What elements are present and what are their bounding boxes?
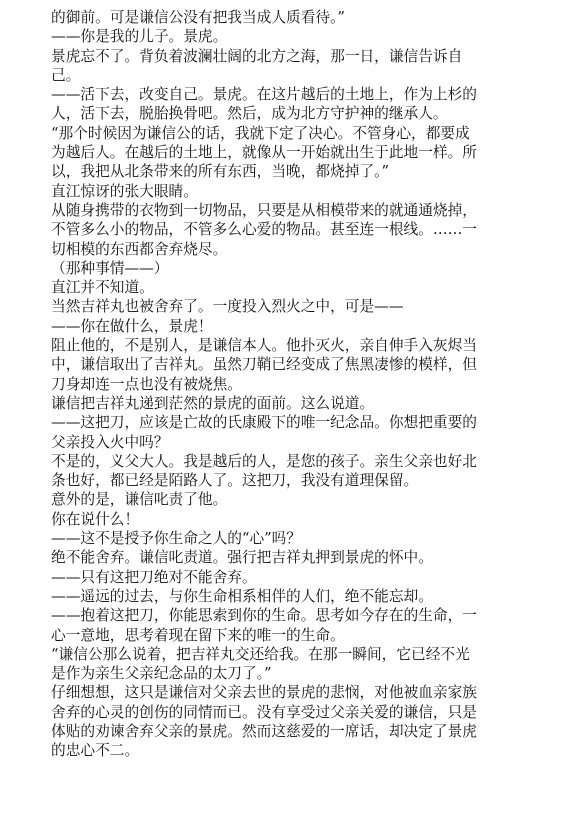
text-line: 意外的是，谦信叱责了他。 [51,491,228,509]
text-line: 直江并不知道。 [51,279,154,297]
text-line: 的御前。可是谦信公没有把我当成人质看待。” [51,9,345,26]
text-line: 人，活下去，脱胎换骨吧。然后，成为北方守护神的继承人。 [51,105,448,123]
text-line: 你在说什么！ [51,510,140,528]
text-line: 刀身却连一点也没有被烧焦。 [51,375,242,393]
text-line: “那个时候因为谦信公的话，我就下定了决心。不管身心，都要成 [51,124,470,142]
text-line: 中，谦信取出了吉祥丸。虽然刀鞘已经变成了焦黑凄惨的模样，但 [51,356,477,374]
text-line: ——只有这把刀绝对不能舍弃。 [51,568,257,586]
text-line: 不管多么小的物品，不管多么心爱的物品。甚至连一根线。……一 [51,221,477,239]
text-line: 不是的，义父大人。我是越后的人，是您的孩子。亲生父亲也好北 [51,452,477,470]
text-line: 景虎忘不了。背负着波澜壮阔的北方之海，那一日，谦信告诉自 [51,47,463,65]
text-line: 体贴的劝谏舍弃父亲的景虎。然而这慈爱的一席话，却决定了景虎 [51,722,477,740]
text-line: 切相模的东西都舍弃烧尽。 [51,240,228,258]
text-line: ——你是我的儿子。景虎。 [51,28,228,46]
text-line: 谦信把吉祥丸递到茫然的景虎的面前。这么说道。 [51,394,375,412]
text-line: “谦信公那么说着，把吉祥丸交还给我。在那一瞬间，它已经不光 [51,645,470,663]
text-line: 绝不能舍弃。谦信叱责道。强行把吉祥丸押到景虎的怀中。 [51,549,433,567]
text-line: 阻止他的，不是别人，是谦信本人。他扑灭火，亲自伸手入灰烬当 [51,337,477,355]
text-line: 己。 [51,66,81,84]
text-line: ——这把刀，应该是亡故的氏康殿下的唯一纪念品。你想把重要的 [51,414,477,432]
text-line: ——你在做什么，景虎！ [51,317,213,335]
text-line: 仔细想想，这只是谦信对父亲去世的景虎的悲悯，对他被血亲家族 [51,684,477,702]
text-line: ——活下去，改变自己。景虎。在这片越后的土地上，作为上杉的 [51,86,477,104]
text-line: ——抱着这把刀，你能思索到你的生命。思考如今存在的生命，一 [51,607,477,625]
text-line: 是作为亲生父亲纪念品的太刀了。” [51,665,272,683]
text-line: 当然吉祥丸也被舍弃了。一度投入烈火之中，可是—— [51,298,404,316]
text-line: 从随身携带的衣物到一切物品，只要是从相模带来的就通通烧掉， [51,201,477,219]
text-line: 心一意地，思考着现在留下来的唯一的生命。 [51,626,345,644]
text-line: ——这不是授予你生命之人的“心”吗？ [51,530,302,548]
text-line: 直江惊讶的张大眼睛。 [51,182,198,200]
text-line: 以，我把从北条带来的所有东西，当晚，都烧掉了。” [51,163,389,181]
text-line: （那种事情——） [51,259,169,277]
text-line: 为越后人。在越后的土地上，就像从一开始就出生于此地一样。所 [51,144,477,162]
text-line: ——遥远的过去，与你生命相系相伴的人们，绝不能忘却。 [51,587,433,605]
text-line: 父亲投入火中吗？ [51,433,169,451]
text-line: 的忠心不二。 [51,742,140,760]
text-line: 条也好，都已经是陌路人了。这把刀，我没有道理保留。 [51,472,419,490]
text-line: 舍弃的心灵的创伤的同情而已。没有享受过父亲关爱的谦信，只是 [51,703,477,721]
